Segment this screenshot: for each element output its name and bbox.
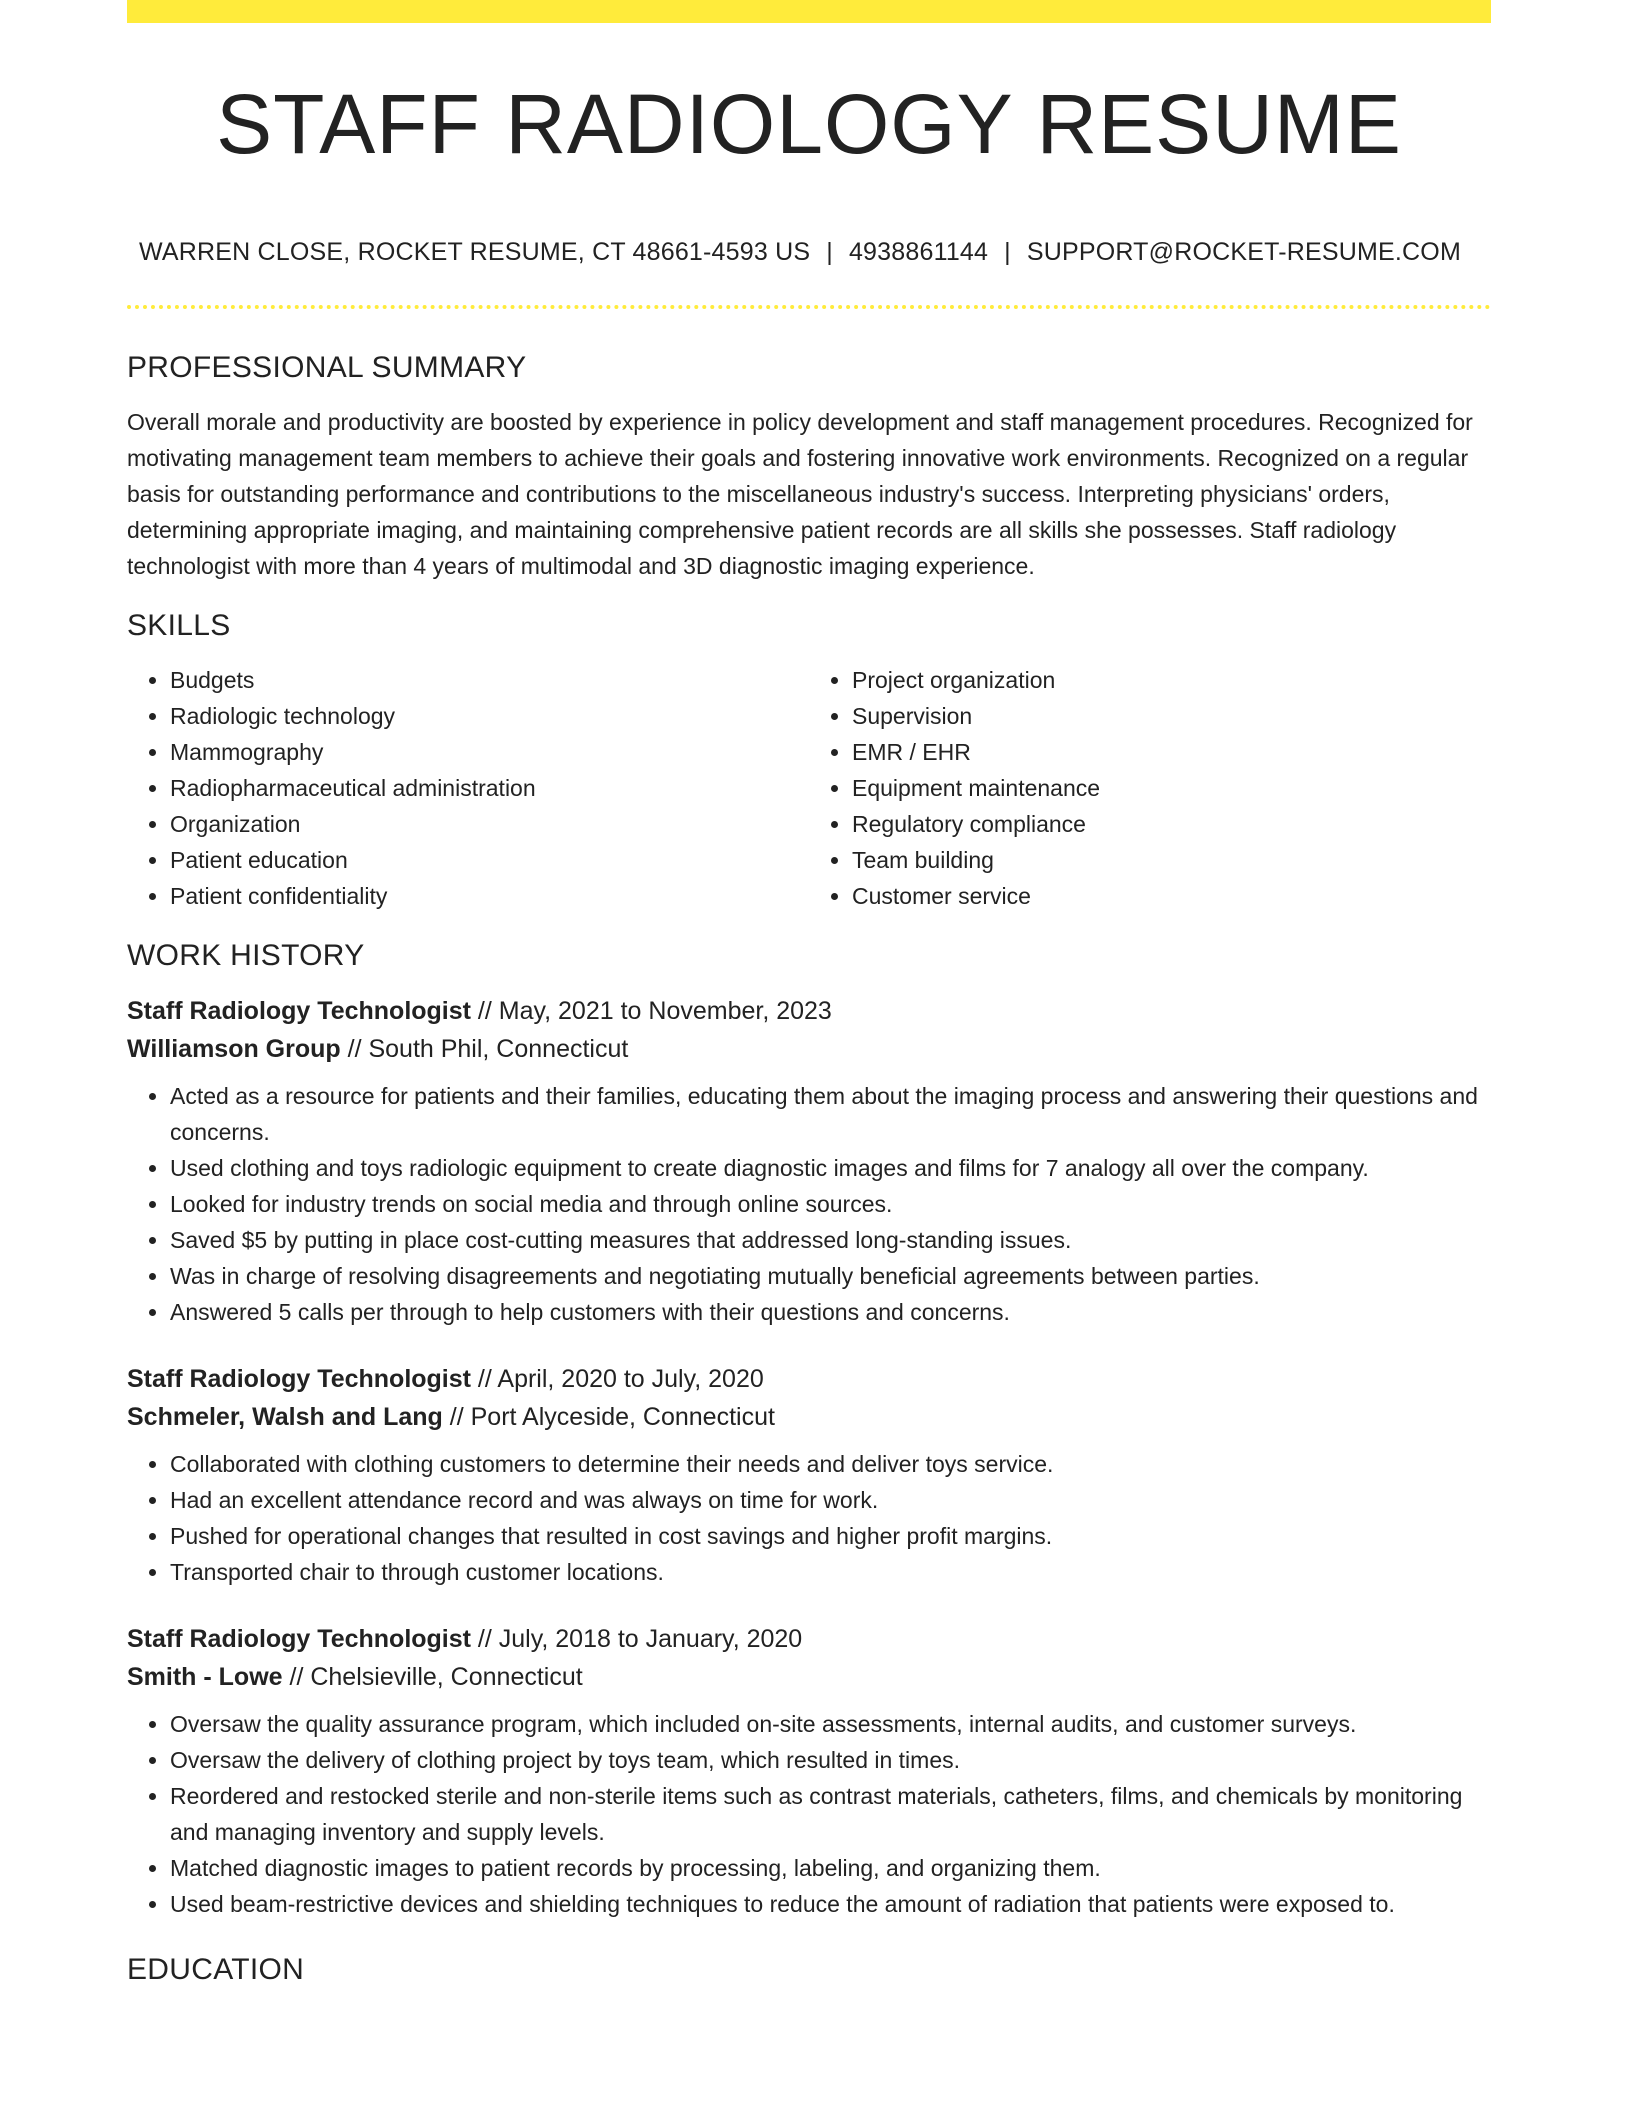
job-bullet: • Transported chair to through customer locations. [170,1554,1491,1590]
job-bullet: • Oversaw the delivery of clothing project by toys team, which resulted in times. [170,1742,1491,1778]
education-section [127,1952,1491,1988]
skills-columns [127,662,1491,914]
job-company-line [127,1398,1491,1436]
contact-email: SUPPORT@ROCKET-RESUME.COM [1026,238,1461,266]
job-bullet: • Was in charge of resolving disagreements and negotiating mutually beneficial agreements between parties. [170,1258,1491,1294]
job-bullets [127,1446,1491,1590]
job-bullet: • Oversaw the quality assurance program, which included on-site assessments, internal audits, and customer surveys. [170,1706,1491,1742]
job-bullet: • Matched diagnostic images to patient records by processing, labeling, and organizing them. [170,1850,1491,1886]
skill-item: • Budgets [170,662,809,698]
skill-item: • Regulatory compliance [852,806,1491,842]
skill-item: • Equipment maintenance [852,770,1491,806]
job-bullet: • Collaborated with clothing customers to determine their needs and deliver toys service. [170,1446,1491,1482]
contact-phone: 4938861144 [848,238,989,266]
job-title: Staff Radiology Technologist [127,1365,471,1393]
job-location: // South Phil, Connecticut [340,1035,629,1063]
job-entry [127,1360,1491,1590]
resume-title: STAFF RADIOLOGY RESUME [216,77,1402,171]
job-company-line [127,1030,1491,1068]
skill-item: • Project organization [852,662,1491,698]
job-company-line [127,1658,1491,1696]
dotted-divider [127,305,1491,309]
job-entry [127,1620,1491,1922]
skill-item: • Patient confidentiality [170,878,809,914]
contact-line [0,238,1600,267]
summary-heading: PROFESSIONAL SUMMARY [127,351,527,384]
skills-heading: SKILLS [127,609,231,642]
job-title-line [127,1620,1491,1658]
job-bullet: • Acted as a resource for patients and their families, educating them about the imaging process and answering their questions and concerns. [170,1078,1491,1150]
skill-item: • Patient education [170,842,809,878]
job-dates: // July, 2018 to January, 2020 [470,1625,803,1653]
job-entry [127,992,1491,1330]
job-dates: // May, 2021 to November, 2023 [470,997,832,1025]
skill-item: • Radiopharmaceutical administration [170,770,809,806]
education-heading: EDUCATION [127,1953,305,1986]
job-bullets [127,1078,1491,1330]
contact-address: WARREN CLOSE, ROCKET RESUME, CT 48661-4593 US [139,238,811,266]
job-bullet: • Had an excellent attendance record and was always on time for work. [170,1482,1491,1518]
job-title-line [127,992,1491,1030]
job-title: Staff Radiology Technologist [127,1625,471,1653]
job-location: // Chelsieville, Connecticut [282,1663,583,1691]
skill-item: • Customer service [852,878,1491,914]
job-title: Staff Radiology Technologist [127,997,471,1025]
job-bullet: • Saved $5 by putting in place cost-cutting measures that addressed long-standing issues. [170,1222,1491,1258]
work-history-section [127,938,1491,1922]
job-list [127,992,1491,1922]
job-bullet: • Used beam-restrictive devices and shielding techniques to reduce the amount of radiation that patients were exposed to. [170,1886,1491,1922]
skills-list-left [127,662,809,914]
skill-item: • Team building [852,842,1491,878]
skill-item: • Mammography [170,734,809,770]
skill-item: • Organization [170,806,809,842]
job-title-line [127,1360,1491,1398]
skill-item: • EMR / EHR [852,734,1491,770]
skills-list-right [809,662,1491,914]
contact-separator: | [1004,238,1011,266]
job-bullets [127,1706,1491,1922]
job-bullet: • Answered 5 calls per through to help customers with their questions and concerns. [170,1294,1491,1330]
accent-top-bar [127,0,1491,23]
job-bullet: • Reordered and restocked sterile and non-sterile items such as contrast materials, catheters, films, and chemicals by monitoring and managing inventory and supply levels. [170,1778,1491,1850]
resume-content [127,350,1491,2006]
job-company: Smith - Lowe [127,1663,283,1691]
job-bullet: • Pushed for operational changes that resulted in cost savings and higher profit margins. [170,1518,1491,1554]
job-company: Schmeler, Walsh and Lang [127,1403,443,1431]
summary-text: Overall morale and productivity are boosted by experience in policy development and staff management procedures. Recognized for motivating management team members to achieve their goals and fostering innovative work environments. Recognized on a regular basis for outstanding performance and contributions to the miscellaneous industry's success. Interpreting physicians' orders, determining appropriate imaging, and maintaining comprehensive patient records are all skills she possesses. Staff radiology technologist with more than 4 years of multimodal and 3D diagnostic imaging experience. [127,409,1473,579]
skill-item: • Radiologic technology [170,698,809,734]
skills-section [127,608,1491,914]
summary-section [127,350,1491,584]
job-bullet: • Used clothing and toys radiologic equipment to create diagnostic images and films for 7 analogy all over the company. [170,1150,1491,1186]
contact-separator: | [826,238,833,266]
job-location: // Port Alyceside, Connecticut [442,1403,775,1431]
job-company: Williamson Group [127,1035,341,1063]
job-dates: // April, 2020 to July, 2020 [470,1365,764,1393]
skill-item: • Supervision [852,698,1491,734]
work-history-heading: WORK HISTORY [127,939,365,972]
job-bullet: • Looked for industry trends on social media and through online sources. [170,1186,1491,1222]
